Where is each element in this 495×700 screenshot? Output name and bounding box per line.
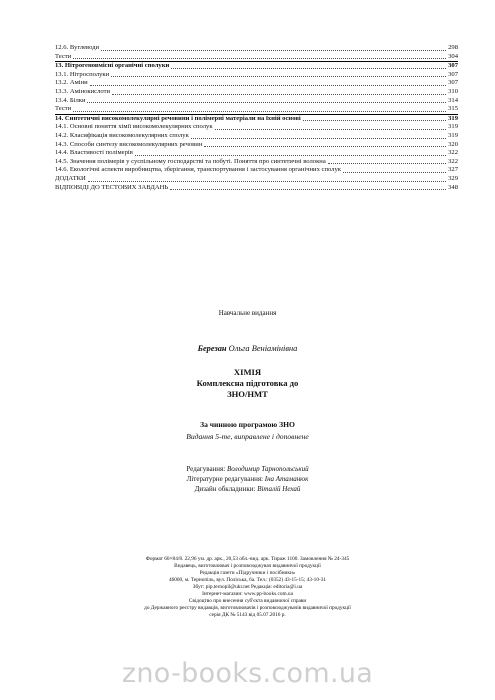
publisher-line: Видавець, виготовлювач і розповсюджувач видавничої продукції (174, 563, 321, 569)
publisher-line: Інтернет-магазин: www.pp-books.com.ua (202, 591, 293, 597)
toc-entry-title: 12.6. Вуглеводи (55, 44, 100, 51)
toc-entry (55, 123, 458, 132)
toc-entry-page: 304 (448, 52, 458, 60)
toc-entry (55, 114, 458, 124)
toc-leader-dots (88, 181, 446, 182)
toc-entry-page: 322 (448, 157, 458, 165)
toc-entry (55, 79, 458, 88)
publisher-line: до Державного реєстру видавців, виготовлювачів і розповсюджувачів видавничої продукції (144, 605, 351, 611)
toc-entry-title: ДОДАТКИ (55, 174, 86, 182)
toc-leader-dots (171, 68, 446, 69)
toc-entry-title: ВІДПОВІДІ ДО ТЕСТОВИХ ЗАВДАНЬ (55, 183, 169, 191)
toc-leader-dots (328, 163, 446, 164)
toc-entry (55, 158, 458, 167)
publisher-line: Свідоцтво про внесення суб'єкта видавничої справи (188, 598, 307, 604)
toc-entry-title: 14.2. Класифікація високомолекулярних сполук (55, 131, 189, 139)
toc-entry-title: 14.5. Значення полімерів у суспільному господарстві та побуті. Поняття про синтетичні волокна (55, 157, 326, 165)
program-note: За чинною програмою ЗНО (200, 420, 295, 429)
toc-entry-title: 14.3. Способи синтезу високомолекулярних речовин (55, 140, 203, 148)
toc-entry (55, 141, 458, 150)
credit-literary-editor: Літературне редагування: Іна Атаманюк (186, 475, 309, 484)
toc-entry-page: 348 (448, 183, 458, 191)
toc-leader-dots (90, 85, 446, 86)
toc-leader-dots (101, 50, 446, 51)
toc-leader-dots (204, 146, 446, 147)
toc-entry (55, 149, 458, 158)
toc-entry (55, 61, 458, 71)
toc-entry-page: 322 (448, 149, 458, 157)
publisher-line: 46000, м. Тернопіль, вул. Поліська, 6а. Тел.: (0352) 43-15-15; 43-10-31 (168, 577, 327, 583)
author-line (0, 344, 495, 353)
toc-leader-dots (112, 94, 446, 95)
toc-entry-page: 307 (448, 79, 458, 87)
toc-entry (55, 166, 458, 175)
toc-entry-page: 310 (448, 87, 458, 95)
toc-entry-page: 298 (448, 44, 458, 51)
toc-entry-page: 327 (448, 166, 458, 174)
toc-entry-title: 14.1. Основні поняття хімії високомолекулярних сполук (55, 123, 213, 131)
toc-entry-title: 14. Синтетичні високомолекулярні речовини і полімерні матеріали на їхній основі (55, 114, 301, 122)
publisher-info (0, 556, 495, 619)
toc-entry-page: 307 (448, 70, 458, 78)
toc-entry-title: Тести (55, 105, 72, 113)
toc-entry-page: 329 (448, 174, 458, 182)
toc-leader-dots (87, 102, 446, 103)
author-name: Ольга Веніамінівна (228, 344, 298, 353)
toc-entry-page: 314 (448, 96, 458, 104)
toc-entry-page: 319 (448, 114, 458, 122)
toc-entry-title: 14.4. Властивості полімерів (55, 149, 133, 157)
toc-leader-dots (135, 155, 446, 156)
toc-entry-title: 13.4. Білки (55, 96, 86, 104)
toc-leader-dots (303, 120, 446, 121)
book-subtitle-exam: ЗНО/НМТ (227, 389, 268, 399)
publisher-line: серія ДК № 5143 від 05.07.2016 р. (209, 612, 286, 618)
book-title: ХІМІЯ (233, 367, 262, 377)
toc-leader-dots (215, 129, 447, 130)
publisher-line: Формат 60×84/8. 22,96 ум. др. арк., 20,53 обл.-вид. арк. Тираж 1100. Замовлення № 24-345 (145, 556, 350, 562)
toc-leader-dots (170, 189, 446, 190)
toc-entry (55, 44, 458, 53)
toc-entry (55, 175, 458, 184)
publisher-line: Збут: pip.ternopil@ukr.net Редакція: editoria@i.ua (192, 584, 303, 590)
watermark: zno-books.com.ua (121, 658, 374, 689)
toc-entry-title: 13.2. Аміни (55, 79, 88, 87)
toc-entry (55, 97, 458, 106)
toc-leader-dots (111, 76, 446, 77)
toc-entry-page: 307 (448, 62, 458, 70)
toc-entry-page: 315 (448, 105, 458, 113)
credits-block (0, 464, 495, 495)
toc-entry-title: 14.6. Екологічні аспекти виробництва, зберігання, транспортування і застосування органічних сполук (55, 166, 341, 174)
credit-cover-designer: Дизайн обкладинки: Віталій Нехай (194, 485, 301, 494)
toc-entry-title: 13.1. Нітросполуки (55, 70, 110, 78)
toc-entry-page: 319 (448, 123, 458, 131)
toc-entry (55, 53, 458, 62)
toc-entry (55, 132, 458, 141)
toc-entry (55, 105, 458, 114)
credit-editor: Редагування: Володимир Тарнопольський (186, 465, 309, 473)
toc-entry-page: 319 (448, 131, 458, 139)
table-of-contents (55, 44, 458, 192)
book-subtitle: Комплексна підготовка до (196, 378, 299, 388)
toc-entry-title: Тести (55, 52, 72, 60)
publisher-line: Редакція газети «Підручники і посібники» (199, 570, 296, 576)
toc-entry (55, 88, 458, 97)
toc-entry-page: 320 (448, 140, 458, 148)
edition-note: Видання 5-те, виправлене і доповнене (186, 432, 309, 441)
toc-entry (55, 71, 458, 80)
author-surname: Березан (197, 344, 227, 353)
toc-entry (55, 184, 458, 193)
toc-leader-dots (73, 111, 446, 112)
imprint-label: Навчальне видання (218, 309, 277, 317)
toc-entry-title: 13.3. Амінокислоти (55, 87, 110, 95)
toc-leader-dots (343, 172, 446, 173)
toc-leader-dots (73, 58, 446, 59)
toc-entry-title: 13. Нітрогеновмісні органічні сполуки (55, 62, 170, 70)
toc-leader-dots (191, 138, 446, 139)
